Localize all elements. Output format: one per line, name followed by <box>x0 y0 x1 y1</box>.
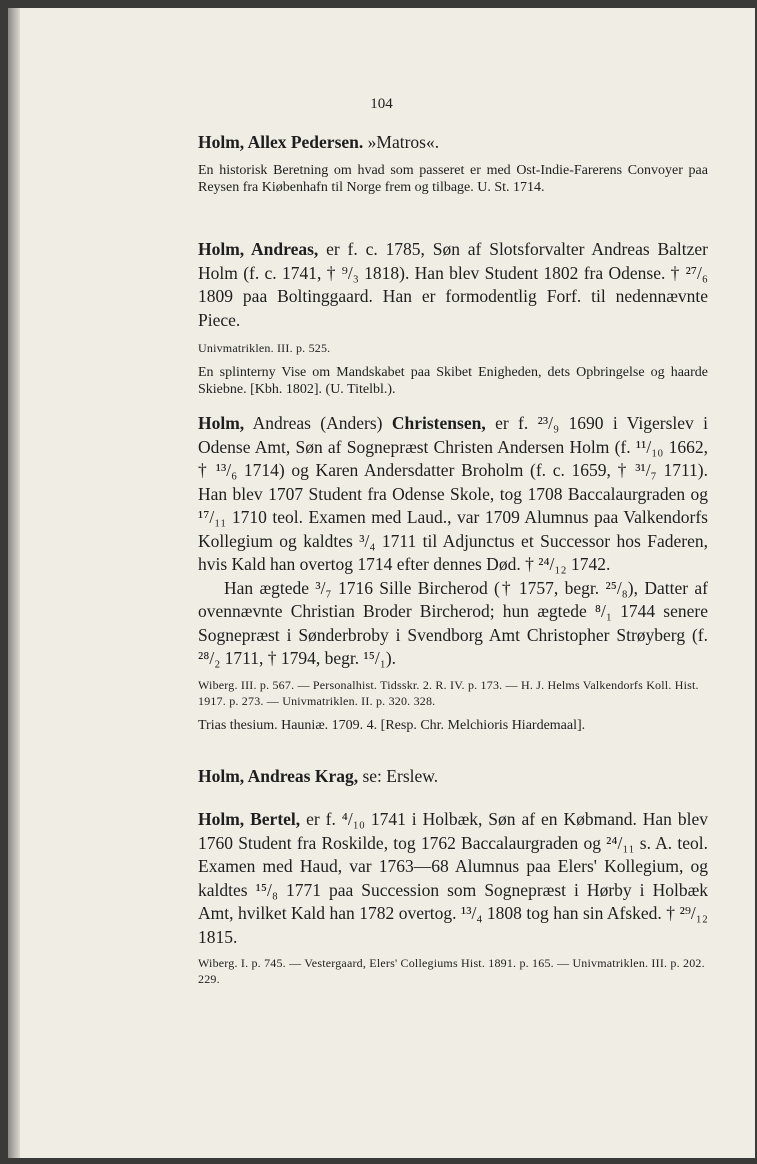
entry-reference: Wiberg. I. p. 745. — Vestergaard, Elers' Collegiums Hist. 1891. p. 165. — Univmatriklen. III. p. 202. 229. <box>198 956 705 986</box>
entry-text: Holm, Bertel, er f. ⁴/₁₀ 1741 i Holbæk, Søn af en Købmand. Han blev 1760 Student fra Roskilde, tog 1762 Baccalaurgraden og ²⁴/₁₁ s. A. teol. Examen med Haud, var 1763—68 Alumnus paa Elers' Kollegium, og kaldtes ¹⁵/₈ 1771 paa Succession som Sognepræst i Hørby i Holbæk Amt, hvilket Kald han 1782 overtog. ¹³/₄ 1808 tog han sin Afsked. † ²⁹/₁₂ 1815. <box>198 809 708 947</box>
entry-reference: Wiberg. III. p. 567. — Personalhist. Tidsskr. 2. R. IV. p. 173. — H. J. Helms Valkendorfs Koll. Hist. 1917. p. 273. — Univmatriklen. II. p. 320. 328. <box>198 677 699 708</box>
page-number: 104 <box>370 96 393 112</box>
page-binding-edge <box>8 8 20 1158</box>
entry-holm-bertel <box>198 808 708 987</box>
entry-text: Holm, Andreas (Anders) Christensen, er f. ²³/₉ 1690 i Vigerslev i Odense Amt, Søn af Sognepræst Christen Andersen Holm (f. ¹¹/₁₀ 1662, † ¹³/₆ 1714) og Karen Andersdatter Broholm (f. c. 1659, † ³¹/₇ 1711). Han blev 1707 Student fra Odense Skole, tog 1708 Baccalaurgraden og ¹⁷/₁₁ 1710 teol. Examen med Laud., var 1709 Alumnus paa Valkendorfs Kollegium og kaldtes ³/₄ 1711 til Adjunctus et Successor hos Faderen, hvis Kald han overtog 1714 efter dennes Død. † ²⁴/₁₂ 1742. <box>198 413 708 574</box>
entry-work: Trias thesium. Hauniæ. 1709. 4. [Resp. Chr. Melchioris Hiardemaal]. <box>198 717 586 733</box>
book-page <box>8 8 755 1158</box>
entry-reference: Univmatriklen. III. p. 525. <box>198 341 331 355</box>
entry-text-paragraph-2: Han ægtede ³/₇ 1716 Sille Bircherod († 1757, begr. ²⁵/₈), Datter af ovennævnte Christian Broder Bircherod; hun ægtede ⁸/₁ 1744 senere Sognepræst i Sønderbroby i Svendborg Amt Christopher Strøyberg (f. ²⁸/₂ 1711, † 1794, begr. ¹⁵/₁). <box>198 577 708 668</box>
entry-text: Holm, Andreas, er f. c. 1785, Søn af Slotsforvalter Andreas Baltzer Holm (f. c. 1741, † ⁹/₃ 1818). Han blev Student 1802 fra Odense. † ²⁷/₆ 1809 paa Boltinggaard. Han er formodentlig Forf. til nedennævnte Piece. <box>198 239 708 330</box>
entry-work: En historisk Beretning om hvad som passeret er med Ost-Indie-Farerens Convoyer paa Reysen fra Kiøbenhafn til Norge frem og tilbage. U. St. 1714. <box>198 163 708 195</box>
entry-holm-andreas <box>198 238 708 398</box>
entry-heading: Holm, Allex Pedersen. »Matros«. <box>198 132 440 152</box>
entry-work: En splinterny Vise om Mandskabet paa Skibet Enigheden, dets Opbringelse og haarde Skiebne. [Kbh. 1802]. (U. Titelbl.). <box>198 365 708 397</box>
entry-heading: Holm, Andreas Krag, se: Erslew. <box>198 766 439 786</box>
entry-holm-allex <box>198 130 708 196</box>
entry-holm-andreas-krag <box>198 764 708 788</box>
entry-holm-andreas-christensen <box>198 412 708 734</box>
